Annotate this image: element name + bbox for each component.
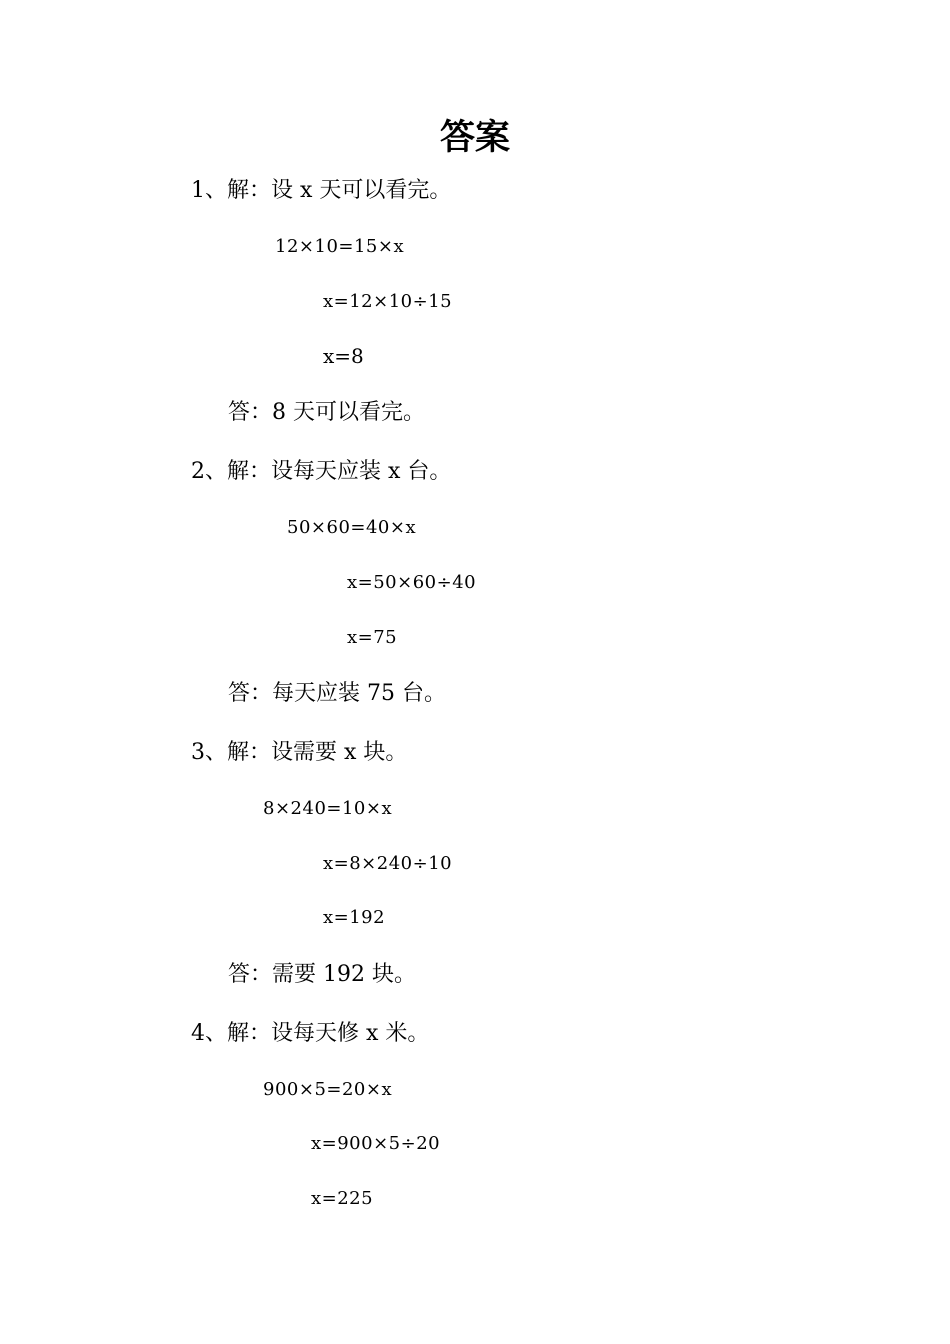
problem-1-equation-3: x=8 — [323, 344, 364, 368]
problem-3-equation-3: x=192 — [323, 907, 386, 928]
problem-4-header: 4、解：设每天修 x 米。 — [191, 1021, 430, 1046]
problem-2-header: 2、解：设每天应装 x 台。 — [191, 459, 452, 484]
problem-2-answer: 答：每天应装 75 台。 — [228, 681, 446, 706]
problem-4-equation-3: x=225 — [311, 1188, 374, 1209]
problem-3-equation-1: 8×240=10×x — [263, 798, 393, 819]
problem-1-answer: 答：8 天可以看完。 — [228, 400, 425, 425]
problem-2-equation-2: x=50×60÷40 — [347, 572, 477, 593]
problem-3-equation-2: x=8×240÷10 — [323, 853, 453, 874]
problem-1-header: 1、解：设 x 天可以看完。 — [191, 178, 452, 203]
problem-4-equation-1: 900×5=20×x — [263, 1079, 393, 1100]
page-title: 答案 — [440, 118, 511, 158]
problem-3-header: 3、解：设需要 x 块。 — [191, 740, 408, 765]
problem-1-equation-2: x=12×10÷15 — [323, 291, 453, 312]
problem-3-answer: 答：需要 192 块。 — [228, 962, 416, 987]
problem-4-equation-2: x=900×5÷20 — [311, 1133, 441, 1154]
problem-2-equation-1: 50×60=40×x — [287, 517, 417, 538]
problem-1-equation-1: 12×10=15×x — [275, 236, 405, 257]
problem-2-equation-3: x=75 — [347, 627, 398, 648]
